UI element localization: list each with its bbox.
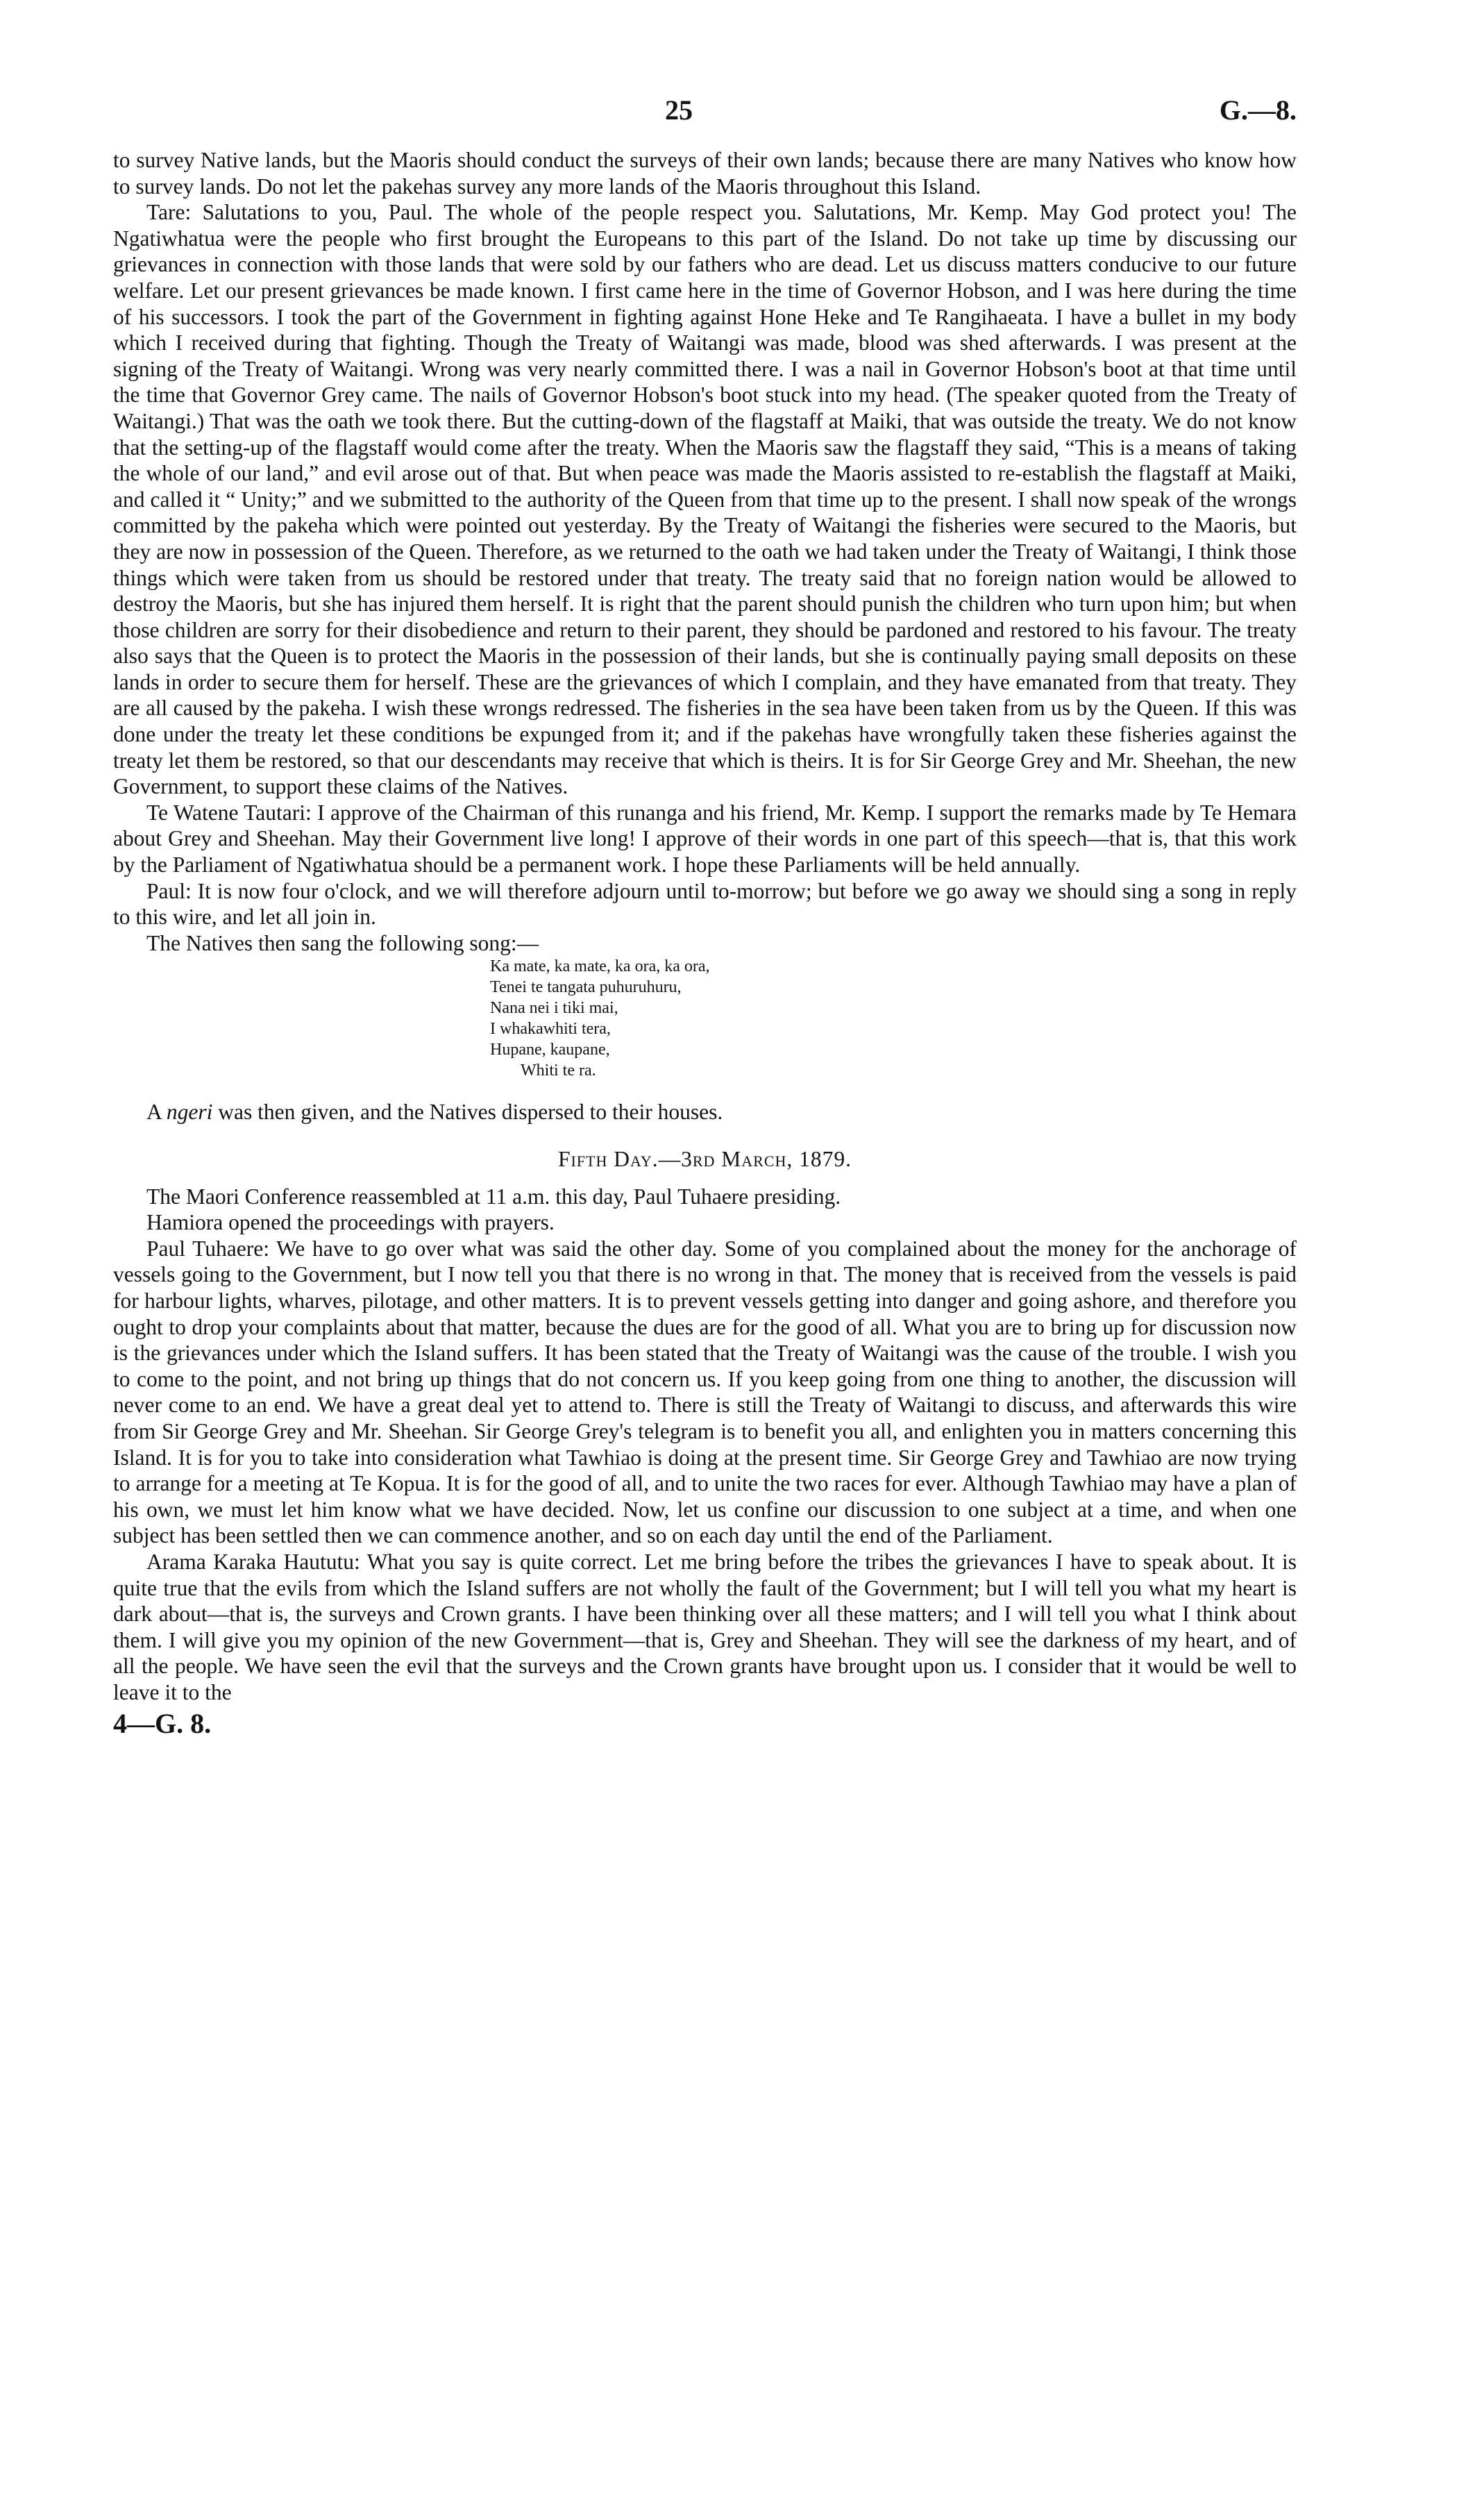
note-text: was then given, and the Natives dispersed to their houses.	[212, 1100, 723, 1125]
paragraph-text: I approve of the Chairman of this runanga and his friend, Mr. Kemp. I support the remarks made by Te Hemara about Grey and Sheehan. May their Government live long! I approve of their words in one part of this speech—that is, that this work by the Parliament of Ngatiwhatua should be a permanent work. I hope these Parliaments will be held annually.	[113, 800, 1297, 878]
note-text: A	[146, 1100, 167, 1125]
paragraph-text: What you say is quite correct. Let me bring before the tribes the grievances I have to speak about. It is quite true that the evils from which the Island suffers are not wholly the fault of the Government; but I will tell you what my heart is dark about—that is, the surveys and Crown grants. I have been thinking over all these matters; and I will tell you what I think about them. I will give you my opinion of the new Government—that is, Grey and Sheehan. They will see the darkness of my heart, and of all the people. We have seen the evil that the surveys and the Crown grants have brought upon us. I consider that it would be well to leave it to the	[113, 1549, 1297, 1704]
paragraph-text: to survey Native lands, but the Maoris should conduct the surveys of their own lands; because there are many Natives who know how to survey lands. Do not let the pakehas survey any more lands of the Maoris throughout this Island.	[113, 148, 1297, 199]
paragraph	[113, 1236, 1297, 1549]
speaker-name: Arama Karaka Haututu:	[146, 1549, 360, 1574]
signature-mark: 4—G. 8.	[113, 1708, 212, 1740]
page-header	[113, 94, 1297, 139]
paragraph	[113, 1549, 1297, 1706]
speaker-name: Paul:	[146, 878, 192, 903]
page-number: 25	[665, 94, 693, 126]
paragraph-text: Hamiora opened the proceedings with prayers.	[146, 1210, 555, 1235]
song-line: Whiti te ra.	[521, 1062, 596, 1080]
paragraph-text: The Maori Conference reassembled at 11 a.m. this day, Paul Tuhaere presiding.	[146, 1184, 841, 1209]
body-text-part-2	[113, 1184, 1297, 1706]
paragraph-text: We have to go over what was said the other day. Some of you complained about the money for the anchorage of vessels going to the Government, but I now tell you that there is no wrong in that. The money that is received from the vessels is paid for harbour lights, wharves, pilotage, and other matters. It is to prevent vessels getting into danger and going ashore, and therefore you ought to drop your complaints about that matter, because the dues are for the good of all. What you are to bring up for discussion now is the grievances under which the Island suffers. It has been stated that the Treaty of Waitangi was the cause of the trouble. I wish you to come to the point, and not bring up things that do not concern us. If you keep going from one thing to another, the discussion will never come to an end. We have a great deal yet to attend to. There is still the Treaty of Waitangi to discuss, and afterwards this wire from Sir George Grey and Mr. Sheehan. Sir George Grey's telegram is to benefit you all, and enlighten you in matters concerning this Island. It is for you to take into consideration what Tawhiao is doing at the present time. Sir George Grey and Tawhiao are now trying to arrange for a meeting at Te Kopua. It is for the good of all, and to unite the two races for ever. Although Tawhiao may have a plan of his own, we must let him know what we have decided. Now, let us confine our discussion to one subject at a time, and when one subject has been settled then we can commence another, and so on each day until the end of the Parliament.	[113, 1236, 1297, 1548]
paragraph	[113, 878, 1297, 930]
paragraph-text: Salutations to you, Paul. The whole of the people respect you. Salutations, Mr. Kemp. May God protect you! The Ngatiwhatua were the people who first brought the Europeans to this part of the Island. Do not take up time by discussing our grievances in connection with those lands that were sold by our fathers who are dead. Let us discuss matters conducive to our future welfare. Let our present grievances be made known. I first came here in the time of Governor Hobson, and I was here during the time of his successors. I took the part of the Government in fighting against Hone Heke and Te Rangihaeata. I have a bullet in my body which I received during that fighting. Though the Treaty of Waitangi was made, blood was shed afterwards. I was present at the signing of the Treaty of Waitangi. Wrong was very nearly committed there. I was a nail in Governor Hobson's boot at that time until the time that Governor Grey came. The nails of Governor Hobson's boot stuck into my head. (The speaker quoted from the Treaty of Waitangi.) That was the oath we took there. But the cutting-down of the flagstaff at Maiki, that was outside the treaty. We do not know that the setting-up of the flagstaff would come after the treaty. When the Maoris saw the flagstaff they said, “This is a means of taking the whole of our land,” and evil arose out of that. But when peace was made the Maoris assisted to re-establish the flagstaff at Maiki, and called it “ Unity;” and we submitted to the authority of the Queen from that time up to the present. I shall now speak of the wrongs committed by the pakeha which were pointed out yesterday. By the Treaty of Waitangi the fisheries were secured to the Maoris, but they are now in possession of the Queen. Therefore, as we returned to the oath we had taken under the Treaty of Waitangi, I think those things which were taken from us should be restored under that treaty. The treaty said that no foreign nation would be allowed to destroy the Maoris, but she has injured them herself. It is right that the parent should punish the children who turn upon him; but when those children are sorry for their disobedience and return to their parent, they should be pardoned and restored to his favour. The treaty also says that the Queen is to protect the Maoris in the possession of their lands, but she is continually paying small deposits on these lands in order to secure them for herself. These are the grievances of which I complain, and they have emanated from that treaty. They are all caused by the pakeha. I wish these wrongs redressed. The fisheries in the sea have been taken from us by the Queen. If this was done under the treaty let these conditions be expunged from it; and if the pakehas have wrongfully taken these fisheries against the treaty let them be restored, so that our descendants may receive that which is theirs. It is for Sir George Grey and Mr. Sheehan, the new Government, to support these claims of the Natives.	[113, 200, 1297, 799]
song-line: I whakawhiti tera,	[490, 1020, 611, 1039]
speaker-name: Tare:	[146, 200, 192, 225]
paragraph	[113, 930, 1297, 957]
document-reference: G.—8.	[1219, 94, 1297, 126]
note-emphasis: ngeri	[166, 1100, 213, 1125]
song-line: Ka mate, ka mate, ka ora, ka ora,	[490, 957, 710, 976]
ngeri-note	[113, 1099, 1297, 1125]
speaker-name: Paul Tuhaere:	[146, 1236, 269, 1261]
body-text-part-1	[113, 147, 1297, 956]
paragraph	[113, 1209, 1297, 1236]
song-verse	[490, 956, 1297, 1081]
section-heading: Fifth Day.—3rd March, 1879.	[557, 1147, 852, 1171]
speaker-name: Te Watene Tautari:	[146, 800, 312, 825]
song-line: Hupane, kaupane,	[490, 1041, 610, 1059]
paragraph-text: The Natives then sang the following song:—	[146, 930, 539, 955]
song-line: Tenei te tangata puhuruhuru,	[490, 978, 682, 997]
paragraph	[113, 1184, 1297, 1210]
paragraph-text: It is now four o'clock, and we will therefore adjourn until to-morrow; but before we go away we should sing a song in reply to this wire, and let all join in.	[113, 878, 1297, 930]
paragraph	[113, 147, 1297, 199]
paragraph	[113, 199, 1297, 800]
song-line: Nana nei i tiki mai,	[490, 999, 618, 1018]
paragraph	[113, 800, 1297, 878]
